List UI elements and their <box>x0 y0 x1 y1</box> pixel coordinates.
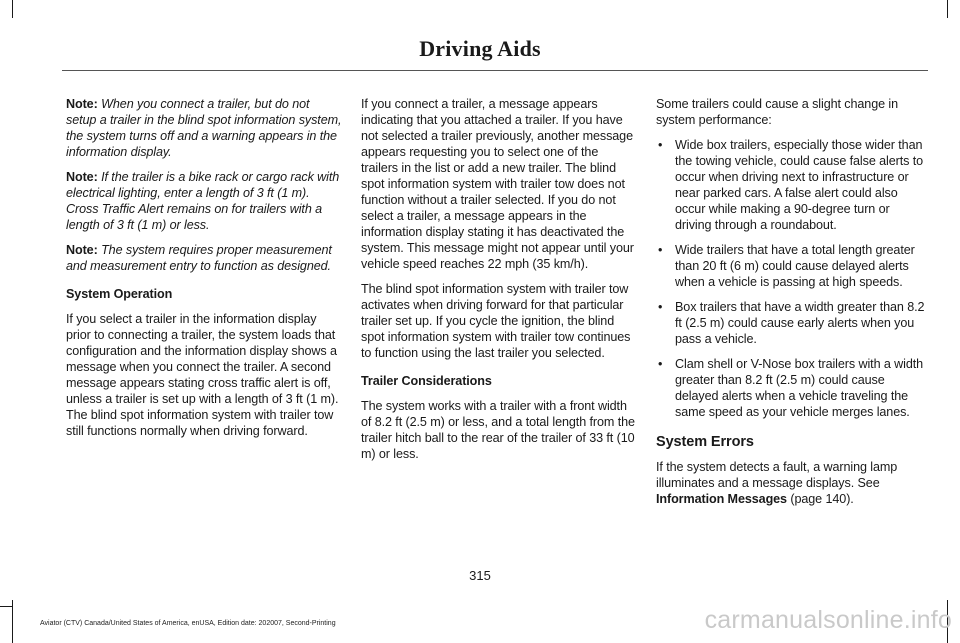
list-item-text: Box trailers that have a width greater than 8.2 ft (2.5 m) could cause early alerts when you pass a vehicle. <box>675 300 925 346</box>
column-2 <box>361 96 637 471</box>
system-errors-heading: System Errors <box>656 434 754 450</box>
footer-edition-info: Aviator (CTV) Canada/United States of America, enUSA, Edition date: 202007, Second-Printing <box>40 620 336 627</box>
paragraph: The blind spot information system with trailer tow activates when driving forward for that particular trailer set up. If you cycle the ignition, the blind spot information system with trailer tow continues to function using the last trailer you selected. <box>361 282 631 360</box>
system-errors-text-after: (page 140). <box>786 492 854 506</box>
note-label: Note: <box>66 170 98 184</box>
page-title: Driving Aids <box>419 36 541 61</box>
list-item-text: Clam shell or V-Nose box trailers with a width greater than 8.2 ft (2.5 m) could cause delayed alerts when a vehicle traveling the same speed as your vehicle merges lanes. <box>675 357 924 419</box>
page-number: 315 <box>469 568 491 583</box>
information-messages-link[interactable]: Information Messages <box>656 492 787 506</box>
performance-intro: Some trailers could cause a slight change in system performance: <box>656 97 899 127</box>
system-operation-text: If you select a trailer in the information display prior to connecting a trailer, the system loads that configuration and the information display shows a message when you connect the trailer. A second message appears stating cross traffic alert is off, unless a trailer is set up with a length of 3 ft (1 m). The blind spot information system with trailer tow still functions normally when driving forward. <box>66 312 339 438</box>
note-3 <box>66 242 342 274</box>
list-item-text: Wide trailers that have a total length greater than 20 ft (6 m) could cause delayed alerts when a vehicle is passing at high speeds. <box>675 243 915 289</box>
bullet-icon: • <box>658 243 663 257</box>
list-item <box>656 356 928 420</box>
crop-mark-bottom-left <box>12 600 13 643</box>
crop-mark-top-right <box>947 0 948 18</box>
crop-mark-top-left <box>12 0 13 18</box>
bullet-icon: • <box>658 138 663 152</box>
note-text: When you connect a trailer, but do not setup a trailer in the blind spot information system, the system turns off and a warning appears in the information display. <box>66 97 342 159</box>
note-1 <box>66 96 342 160</box>
header-divider <box>62 70 928 71</box>
paragraph: If you connect a trailer, a message appears indicating that you attached a trailer. If you have not selected a trailer previously, another message appears requesting you to select one of the trailers in the list or add a new trailer. The blind spot information system with trailer tow does not function without a trailer selected. If you do not select a trailer, a message appears in the information display stating it has deactivated the system. This message might not appear until your vehicle speed reaches 22 mph (35 km/h). <box>361 97 634 271</box>
trailer-considerations-heading: Trailer Considerations <box>361 374 492 388</box>
system-operation-heading: System Operation <box>66 287 173 301</box>
crop-mark-bottom-left-h <box>0 606 12 607</box>
note-text: If the trailer is a bike rack or cargo rack with electrical lighting, enter a length of 3 ft (1 m). Cross Traffic Alert remains on for trailers with a length of 3 ft (1 m) or less. <box>66 170 340 232</box>
note-text: The system requires proper measurement and measurement entry to function as designed. <box>66 243 332 273</box>
note-2 <box>66 169 342 233</box>
system-errors-text <box>656 459 928 507</box>
bullet-icon: • <box>658 357 663 371</box>
column-1 <box>66 96 342 448</box>
list-item <box>656 137 928 233</box>
system-errors-text-before: If the system detects a fault, a warning lamp illuminates and a message displays. See <box>656 460 898 490</box>
trailer-considerations-text: The system works with a trailer with a front width of 8.2 ft (2.5 m) or less, and a total length from the trailer hitch ball to the rear of the trailer of 33 ft (10 m) or less. <box>361 399 635 461</box>
trailer-bullet-list <box>656 137 928 420</box>
bullet-icon: • <box>658 300 663 314</box>
column-3 <box>656 96 928 516</box>
list-item-text: Wide box trailers, especially those wider than the towing vehicle, could cause false alerts to occur when driving next to infrastructure or near parked cars. A false alert could also occur while making a 90-degree turn or driving through a roundabout. <box>675 138 924 232</box>
list-item <box>656 299 928 347</box>
watermark: carmanualsonline.info <box>704 606 952 634</box>
note-label: Note: <box>66 97 98 111</box>
list-item <box>656 242 928 290</box>
note-label: Note: <box>66 243 98 257</box>
